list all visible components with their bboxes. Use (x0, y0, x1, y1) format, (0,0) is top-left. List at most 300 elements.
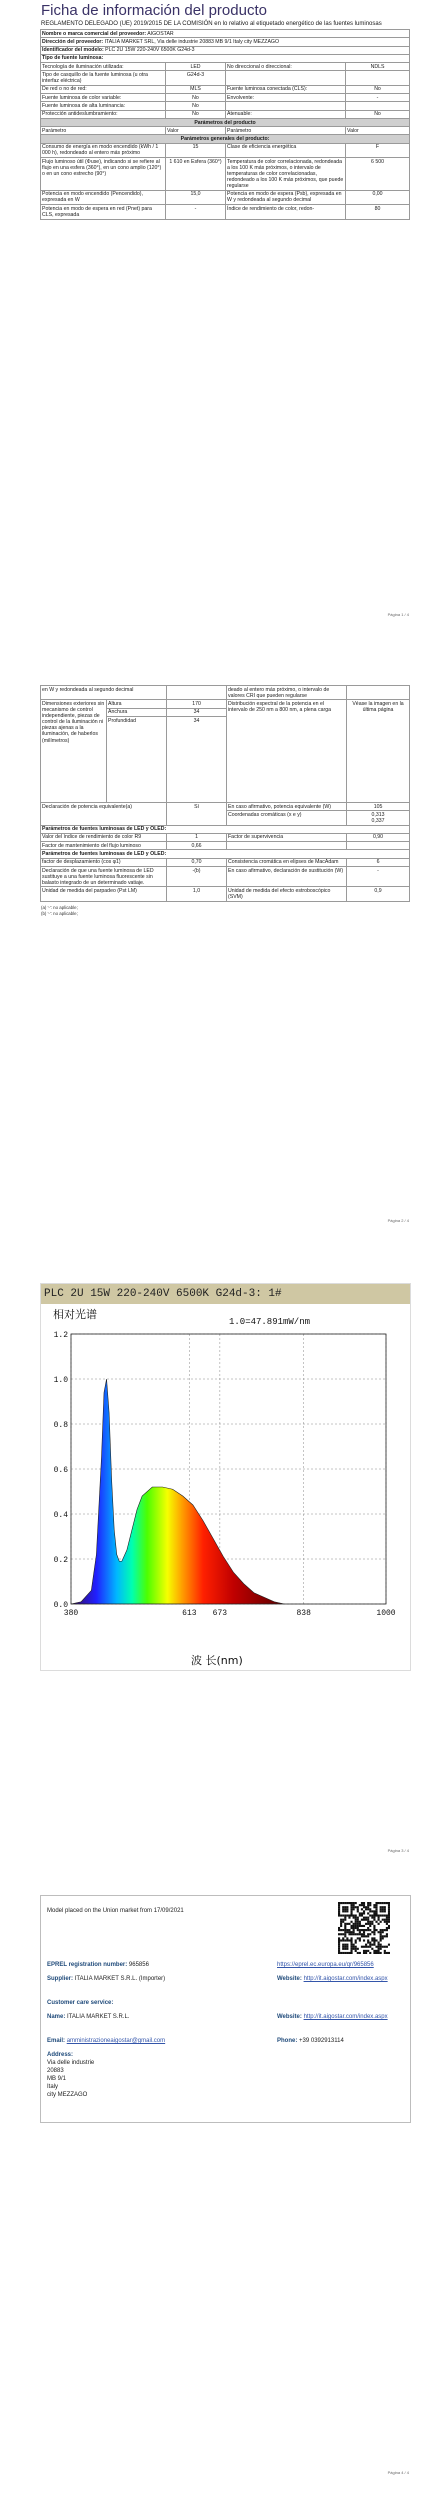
param-label: Fuente luminosa conectada (CLS): (226, 85, 346, 93)
qr-module (378, 1952, 380, 1954)
care-website-link[interactable]: http://it.aigostar.com/index.aspx (303, 2014, 388, 2020)
qr-module (363, 1904, 365, 1906)
param-value: MLS (166, 85, 226, 93)
qr-module (363, 1902, 365, 1904)
website-link[interactable]: http://it.aigostar.com/index.aspx (303, 1976, 388, 1982)
param-value: 0,70 (167, 858, 227, 866)
qr-module (355, 1939, 357, 1941)
qr-module (363, 1946, 365, 1948)
qr-module (350, 1933, 352, 1935)
table-row: Declaración de potencia equivalente(a) Sí En caso afirmativo, potencia equivalente (W) 105 (41, 802, 410, 810)
qr-module (355, 1914, 357, 1916)
qr-module (365, 1906, 367, 1908)
qr-module (388, 1904, 390, 1906)
param-label: factor de desplazamiento (cos φ1) (41, 858, 167, 866)
qr-module (361, 1935, 363, 1937)
qr-module (340, 1919, 342, 1921)
param-value: 6 (347, 858, 410, 866)
qr-module (378, 1902, 380, 1904)
qr-module (346, 1929, 348, 1931)
qr-module (359, 1921, 361, 1923)
param-label: Fuente luminosa de color variable: (41, 94, 166, 102)
x-tick-label: 1000 (376, 1609, 396, 1618)
qr-module (384, 1950, 386, 1952)
qr-module (373, 1925, 375, 1927)
model-value: PLC 2U 15W 220-240V 6500K G24d-3 (105, 47, 195, 54)
table-row (41, 190, 410, 204)
param-label: Índice de rendimiento de color, redon- (226, 205, 346, 219)
qr-module (338, 1952, 340, 1954)
qr-module (373, 1912, 375, 1914)
qr-module (388, 1927, 390, 1929)
qr-module (363, 1906, 365, 1908)
qr-module (361, 1908, 363, 1910)
qr-module (350, 1948, 352, 1950)
qr-module (382, 1910, 384, 1912)
y-axis-label: 相对光谱 (53, 1308, 97, 1321)
qr-module (386, 1952, 388, 1954)
eprel-supplier: Supplier: ITALIA MARKET S.R.L. (Importer) (47, 1976, 166, 1982)
qr-module (382, 1908, 384, 1910)
qr-module (344, 1944, 346, 1946)
qr-module (355, 1921, 357, 1923)
param-value: 0,90 (347, 833, 410, 841)
qr-module (384, 1914, 386, 1916)
qr-module (361, 1902, 363, 1904)
page-1 (40, 0, 409, 220)
qr-module (388, 1921, 390, 1923)
qr-module (363, 1931, 365, 1933)
qr-module (344, 1919, 346, 1921)
care-name: Name: ITALIA MARKET S.R.L. (47, 2014, 130, 2020)
qr-module (367, 1935, 369, 1937)
param-value: G24d-3 (166, 71, 226, 85)
qr-module (346, 1931, 348, 1933)
qr-module (348, 1931, 350, 1933)
qr-module (386, 1917, 388, 1919)
qr-module (353, 1908, 355, 1910)
qr-module (342, 1937, 344, 1939)
qr-module (380, 1944, 382, 1946)
param-value: No (166, 94, 226, 102)
qr-module (350, 1944, 352, 1946)
qr-module (363, 1933, 365, 1935)
qr-module (363, 1935, 365, 1937)
qr-module (357, 1927, 359, 1929)
qr-module (344, 1948, 346, 1950)
qr-module (373, 1950, 375, 1952)
qr-module (348, 1923, 350, 1925)
qr-module (365, 1935, 367, 1937)
customer-care-header: Customer care service: (47, 2000, 114, 2006)
qr-module (388, 1917, 390, 1919)
param-label: Envolvente: (226, 94, 346, 102)
address-header: Address: (47, 2052, 74, 2058)
regulation-text: REGLAMENTO DELEGADO (UE) 2019/2015 DE LA COMISIÓN en lo relativo al etiquetado energético de las fuentes luminosas (41, 21, 382, 27)
qr-module (355, 1933, 357, 1935)
qr-module (361, 1946, 363, 1948)
qr-module (350, 1908, 352, 1910)
qr-module (375, 1904, 377, 1906)
qr-module (369, 1944, 371, 1946)
qr-module (344, 1925, 346, 1927)
qr-module (388, 1952, 390, 1954)
qr-module (348, 1939, 350, 1941)
param-label: Clase de eficiencia energética (226, 143, 346, 157)
led-oled-header: Parámetros de fuentes luminosas de LED y OLED: (41, 825, 410, 833)
param-label: Atenuable: (226, 110, 346, 118)
page-title: Ficha de información del producto (41, 2, 267, 19)
qr-module (380, 1914, 382, 1916)
qr-module (373, 1952, 375, 1954)
qr-module (353, 1944, 355, 1946)
qr-module (361, 1925, 363, 1927)
page-2 (40, 685, 409, 917)
spectrum-chart (41, 1304, 410, 1670)
qr-module (350, 1946, 352, 1948)
qr-module (373, 1939, 375, 1941)
qr-module (359, 1923, 361, 1925)
qr-module (365, 1919, 367, 1921)
qr-module (386, 1935, 388, 1937)
param-label (227, 842, 347, 850)
care-website: Website: http://it.aigostar.com/index.aspx (277, 2014, 388, 2020)
supplier-table (40, 29, 410, 220)
qr-module (371, 1937, 373, 1939)
qr-module (361, 1919, 363, 1921)
spectrum-chart-frame (40, 1283, 411, 1671)
qr-module (353, 1906, 355, 1908)
qr-module (386, 1902, 388, 1904)
qr-module (384, 1921, 386, 1923)
param-label: Protección antideslumbramiento: (41, 110, 166, 118)
eprel-link[interactable]: https://eprel.ec.europa.eu/qr/965856 (277, 1962, 374, 1968)
qr-module (338, 1929, 340, 1931)
qr-module (369, 1910, 371, 1912)
param-value: LED (166, 63, 226, 71)
qr-module (380, 1910, 382, 1912)
dims-row: Dimensiones exteriores sin mecanismo de control independiente, piezas de control de la iluminación ni piezas ajenas a la iluminación, de haberlos (milímetros) Altura 170 Distribución espectral de la potencia en el intervalo de 250 nm a 800 nm, a plena carga Véase la imagen en la última página (41, 700, 410, 708)
qr-module (384, 1910, 386, 1912)
qr-module (363, 1910, 365, 1912)
qr-module (371, 1923, 373, 1925)
qr-module (365, 1908, 367, 1910)
qr-module (342, 1902, 344, 1904)
note-b: (b) '-': no aplicable; (41, 910, 78, 916)
led-rows (41, 858, 410, 901)
qr-module (369, 1946, 371, 1948)
qr-module (361, 1904, 363, 1906)
qr-module (340, 1929, 342, 1931)
qr-module (380, 1935, 382, 1937)
qr-module (350, 1906, 352, 1908)
equivalent-value: Sí (167, 802, 227, 825)
qr-module (355, 1925, 357, 1927)
qr-module (353, 1929, 355, 1931)
qr-module (380, 1929, 382, 1931)
qr-module (340, 1933, 342, 1935)
qr-module (382, 1906, 384, 1908)
table-row (41, 94, 410, 102)
qr-module (373, 1927, 375, 1929)
qr-module (359, 1933, 361, 1935)
qr-module (369, 1923, 371, 1925)
qr-module (342, 1929, 344, 1931)
qr-module (340, 1921, 342, 1923)
qr-module (355, 1923, 357, 1925)
qr-module (378, 1946, 380, 1948)
qr-module (357, 1923, 359, 1925)
supplier-row: Nombre o marca comercial del proveedor: AIGOSTAR (41, 30, 410, 38)
qr-module (353, 1917, 355, 1919)
general-header: Parámetros generales del producto: (41, 135, 410, 143)
qr-module (371, 1944, 373, 1946)
qr-module (375, 1939, 377, 1941)
qr-module (344, 1935, 346, 1937)
qr-module (348, 1952, 350, 1954)
qr-module (342, 1908, 344, 1910)
param-label: Factor de mantenimiento del flujo luminoso (41, 842, 167, 850)
qr-module (350, 1910, 352, 1912)
qr-module (344, 1931, 346, 1933)
qr-module (357, 1929, 359, 1931)
qr-module (371, 1948, 373, 1950)
dims-row: Anchura 34 (41, 708, 410, 716)
qr-module (344, 1939, 346, 1941)
qr-module (380, 1952, 382, 1954)
qr-module (344, 1902, 346, 1904)
qr-module (350, 1914, 352, 1916)
qr-module (346, 1908, 348, 1910)
eprel-panel (40, 1895, 411, 2123)
qr-module (384, 1906, 386, 1908)
column-header-row: Parámetro Valor Parámetro Valor (41, 127, 410, 135)
qr-module (369, 1952, 371, 1954)
qr-module (373, 1910, 375, 1912)
qr-module (340, 1902, 342, 1904)
param-label: Fuente luminosa de alta luminancia: (41, 102, 166, 110)
qr-module (346, 1939, 348, 1941)
table-row (41, 158, 410, 191)
qr-module (386, 1914, 388, 1916)
qr-module (344, 1933, 346, 1935)
page-number: Página 3 / 4 (387, 1848, 409, 1853)
qr-module (353, 1933, 355, 1935)
qr-module (367, 1942, 369, 1944)
model-row: Identificador del modelo: PLC 2U 15W 220-240V 6500K G24d-3 (41, 46, 410, 54)
table-row (41, 858, 410, 866)
qr-module (357, 1908, 359, 1910)
qr-module (350, 1939, 352, 1941)
y-tick-label: 1.2 (53, 1331, 68, 1340)
qr-module (365, 1950, 367, 1952)
qr-module (388, 1914, 390, 1916)
qr-module (350, 1921, 352, 1923)
qr-module (388, 1944, 390, 1946)
qr-module (378, 1950, 380, 1952)
qr-module (367, 1929, 369, 1931)
table-row: en W y redondeada al segundo decimal deado al entero más próximo, o intervalo de valores CRI que pueden regularse (41, 686, 410, 700)
qr-module (359, 1925, 361, 1927)
table-row (41, 205, 410, 219)
qr-code-icon[interactable] (338, 1902, 390, 1954)
qr-module (375, 1906, 377, 1908)
qr-module (369, 1908, 371, 1910)
qr-module (386, 1919, 388, 1921)
qr-module (355, 1946, 357, 1948)
qr-module (344, 1917, 346, 1919)
dims-label: Dimensiones exteriores sin mecanismo de control independiente, piezas de control de la iluminación ni piezas ajenas a la iluminación, de haberlos (milímetros) (41, 700, 107, 803)
qr-module (367, 1912, 369, 1914)
param-label (226, 102, 346, 110)
qr-module (384, 1908, 386, 1910)
qr-module (355, 1919, 357, 1921)
address-line: Italy (47, 2084, 59, 2090)
qr-module (373, 1904, 375, 1906)
qr-module (363, 1929, 365, 1931)
qr-module (355, 1902, 357, 1904)
qr-module (373, 1919, 375, 1921)
qr-module (344, 1946, 346, 1948)
qr-module (359, 1952, 361, 1954)
param-value: - (347, 867, 410, 887)
qr-module (342, 1933, 344, 1935)
qr-module (359, 1904, 361, 1906)
qr-module (363, 1919, 365, 1921)
qr-module (357, 1952, 359, 1954)
qr-module (375, 1946, 377, 1948)
care-email: Email: amministrazioneaigostar@gmail.com (47, 2038, 166, 2044)
qr-module (378, 1931, 380, 1933)
qr-module (365, 1944, 367, 1946)
qr-module (369, 1921, 371, 1923)
qr-module (363, 1939, 365, 1941)
qr-module (369, 1933, 371, 1935)
chart-annotation: 1.0=47.891mW/nm (229, 1317, 311, 1327)
qr-module (361, 1933, 363, 1935)
qr-module (357, 1917, 359, 1919)
qr-module (344, 1929, 346, 1931)
qr-module (386, 1929, 388, 1931)
qr-module (382, 1935, 384, 1937)
qr-module (353, 1925, 355, 1927)
qr-module (373, 1929, 375, 1931)
param-label: Tipo de casquillo de la fuente luminosa (u otra interfaz eléctrica) (41, 71, 166, 85)
qr-module (338, 1937, 340, 1939)
email-link[interactable]: amministrazioneaigostar@gmail.com (66, 2038, 166, 2044)
qr-module (384, 1902, 386, 1904)
qr-module (350, 1931, 352, 1933)
qr-module (346, 1946, 348, 1948)
qr-module (355, 1927, 357, 1929)
page-number: Página 4 / 4 (387, 2470, 409, 2475)
qr-module (357, 1925, 359, 1927)
qr-module (388, 1919, 390, 1921)
qr-module (367, 1902, 369, 1904)
qr-module (338, 1944, 340, 1946)
qr-module (384, 1929, 386, 1931)
qr-module (342, 1910, 344, 1912)
qr-module (375, 1929, 377, 1931)
qr-module (346, 1914, 348, 1916)
qr-module (361, 1912, 363, 1914)
supplier-value: AIGOSTAR (147, 30, 174, 37)
y-tick-label: 0.4 (53, 1511, 68, 1520)
qr-module (388, 1908, 390, 1910)
qr-module (371, 1910, 373, 1912)
table-row (41, 833, 410, 841)
qr-module (361, 1914, 363, 1916)
param-value: 15,0 (166, 190, 226, 204)
qr-module (365, 1923, 367, 1925)
qr-module (353, 1904, 355, 1906)
qr-module (346, 1948, 348, 1950)
qr-module (386, 1923, 388, 1925)
qr-module (340, 1952, 342, 1954)
qr-module (363, 1950, 365, 1952)
qr-module (388, 1912, 390, 1914)
param-value: 0,00 (346, 190, 410, 204)
params-header: Parámetros del producto (41, 118, 410, 126)
param-value (346, 102, 410, 110)
qr-module (342, 1939, 344, 1941)
spectral-label: Distribución espectral de la potencia en el intervalo de 250 nm a 800 nm, a plena carga (227, 700, 347, 803)
qr-module (371, 1921, 373, 1923)
qr-module (378, 1942, 380, 1944)
qr-module (353, 1902, 355, 1904)
param-value: 1 (167, 833, 227, 841)
qr-module (346, 1952, 348, 1954)
qr-module (342, 1948, 344, 1950)
qr-module (382, 1946, 384, 1948)
chart-header: PLC 2U 15W 220-240V 6500K G24d-3: 1# (41, 1284, 410, 1304)
qr-module (350, 1952, 352, 1954)
qr-module (338, 1912, 340, 1914)
qr-module (355, 1942, 357, 1944)
qr-module (365, 1946, 367, 1948)
qr-module (359, 1931, 361, 1933)
qr-module (367, 1950, 369, 1952)
qr-module (353, 1914, 355, 1916)
qr-module (363, 1952, 365, 1954)
qr-module (359, 1929, 361, 1931)
qr-module (369, 1942, 371, 1944)
qr-module (388, 1906, 390, 1908)
qr-module (375, 1912, 377, 1914)
qr-module (384, 1946, 386, 1948)
qr-module (346, 1906, 348, 1908)
led-header: Parámetros de fuentes luminosas de LED y OLED: (41, 850, 410, 858)
qr-module (375, 1914, 377, 1916)
qr-module (367, 1927, 369, 1929)
table-row: Coordenadas cromáticas (x e y) 0,313 0,337 (41, 811, 410, 825)
x-tick-label: 613 (182, 1609, 197, 1618)
qr-module (378, 1923, 380, 1925)
qr-module (380, 1906, 382, 1908)
param-label (226, 71, 346, 85)
param-value: No (346, 110, 410, 118)
qr-module (373, 1937, 375, 1939)
qr-module (378, 1917, 380, 1919)
x-tick-label: 673 (212, 1609, 228, 1618)
qr-module (350, 1942, 352, 1944)
qr-module (340, 1939, 342, 1941)
param-value: No (166, 110, 226, 118)
care-phone: Phone: +39 0392913114 (277, 2038, 344, 2044)
table-row (41, 85, 410, 93)
param-value: - (166, 205, 226, 219)
qr-module (338, 1946, 340, 1948)
